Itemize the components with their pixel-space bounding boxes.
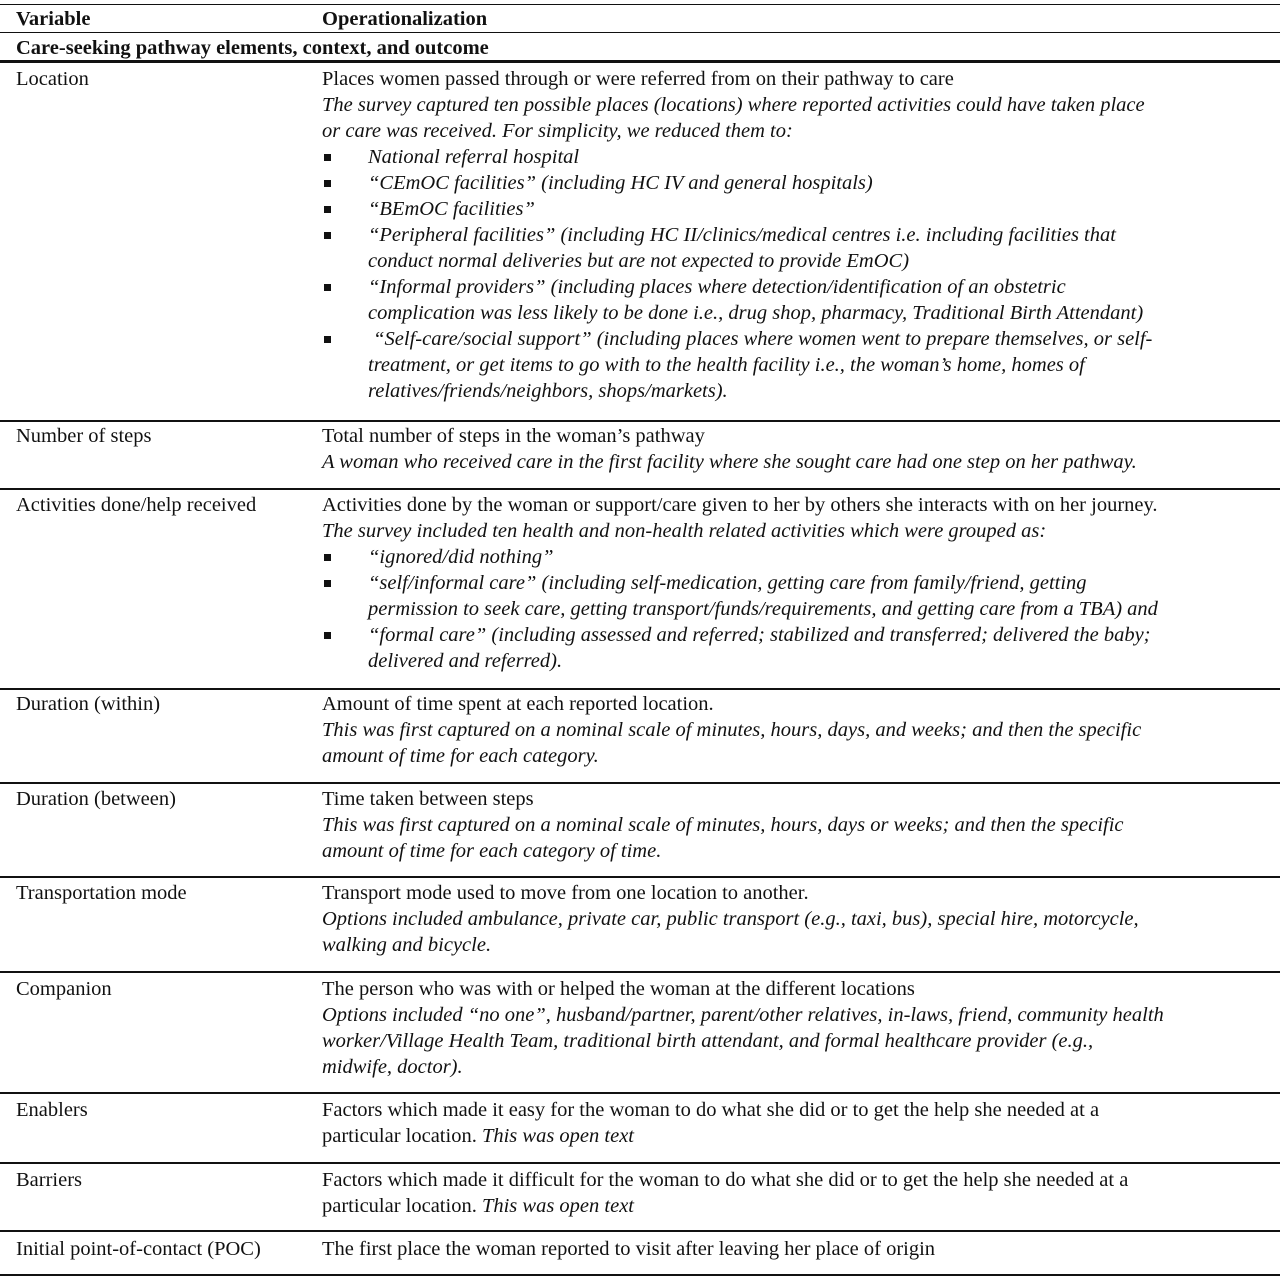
row-rule	[0, 876, 1280, 878]
barriers-note: This was open text	[481, 1195, 634, 1217]
activities-bullet-1: “ignored/did nothing”	[322, 544, 1272, 570]
variable-duration-between: Duration (between)	[16, 788, 176, 810]
companion-note-3: midwife, doctor).	[322, 1056, 463, 1078]
duration-between-main: Time taken between steps	[322, 788, 534, 810]
activities-bullet-3: “formal care” (including assessed and referred; stabilized and transferred; delivered the baby;	[322, 622, 1272, 648]
variable-activities: Activities done/help received	[16, 494, 257, 516]
row-rule	[0, 488, 1280, 490]
location-bullet-3: “BEmOC facilities”	[322, 196, 1272, 222]
section-title: Care-seeking pathway elements, context, and outcome	[16, 37, 489, 59]
variable-steps: Number of steps	[16, 425, 152, 447]
section-rule	[0, 60, 1280, 63]
duration-within-main: Amount of time spent at each reported location.	[322, 693, 714, 715]
location-bullet-5-cont: complication was less likely to be done i.e., drug shop, pharmacy, Traditional Birth Attendant)	[368, 302, 1144, 324]
operationalization-poc	[322, 1236, 1272, 1262]
operationalization-location	[322, 66, 1272, 404]
location-main: Places women passed through or were referred from on their pathway to care	[322, 68, 954, 90]
variable-duration-within: Duration (within)	[16, 693, 161, 715]
companion-note-1: Options included “no one”, husband/partner, parent/other relatives, in-laws, friend, community health	[322, 1004, 1164, 1026]
location-note-1: The survey captured ten possible places (locations) where reported activities could have taken place	[322, 94, 1145, 116]
row-rule	[0, 971, 1280, 973]
activities-note: The survey included ten health and non-health related activities which were grouped as:	[322, 520, 1047, 542]
row-rule	[0, 1092, 1280, 1094]
operationalization-companion	[322, 976, 1272, 1080]
activities-bullet-2-cont: permission to seek care, getting transport/funds/requirements, and getting care from a TBA) and	[368, 598, 1158, 620]
location-bullet-5: “Informal providers” (including places where detection/identification of an obstetric	[322, 274, 1272, 300]
location-bullet-2: “CEmOC facilities” (including HC IV and general hospitals)	[322, 170, 1272, 196]
location-bullet-1: National referral hospital	[322, 144, 1272, 170]
operationalization-activities	[322, 492, 1272, 674]
location-note-2: or care was received. For simplicity, we reduced them to:	[322, 120, 793, 142]
companion-note-2: worker/Village Health Team, traditional birth attendant, and formal healthcare provider (e.g.,	[322, 1030, 1094, 1052]
duration-within-note-1: This was first captured on a nominal scale of minutes, hours, days, and weeks; and then the specific	[322, 719, 1142, 741]
enablers-line-1: Factors which made it easy for the woman to do what she did or to get the help she needed at a	[322, 1099, 1100, 1121]
duration-between-note-1: This was first captured on a nominal scale of minutes, hours, days or weeks; and then the specific	[322, 814, 1124, 836]
duration-between-note-2: amount of time for each category of time.	[322, 840, 662, 862]
operationalization-transport	[322, 880, 1272, 958]
operationalization-enablers	[322, 1097, 1272, 1149]
top-rule	[0, 4, 1280, 5]
row-rule	[0, 420, 1280, 422]
enablers-note: This was open text	[481, 1125, 634, 1147]
operationalization-steps	[322, 423, 1272, 475]
row-rule	[0, 1230, 1280, 1232]
bottom-rule	[0, 1274, 1280, 1276]
header-operationalization: Operationalization	[322, 8, 488, 30]
variable-enablers: Enablers	[16, 1099, 88, 1121]
activities-bullet-2: “self/informal care” (including self-medication, getting care from family/friend, getting	[322, 570, 1272, 596]
location-bullet-4-cont: conduct normal deliveries but are not expected to provide EmOC)	[368, 250, 910, 272]
location-bullet-6-cont-1: treatment, or get items to go with to the health facility i.e., the woman’s home, homes of	[368, 354, 1085, 376]
location-bullet-6-cont-2: relatives/friends/neighbors, shops/markets).	[368, 380, 728, 402]
variable-companion: Companion	[16, 978, 112, 1000]
location-bullet-6: “Self-care/social support” (including places where women went to prepare themselves, or self-	[322, 326, 1272, 352]
operationalization-duration-between	[322, 786, 1272, 864]
companion-main: The person who was with or helped the woman at the different locations	[322, 978, 915, 1000]
variable-barriers: Barriers	[16, 1169, 83, 1191]
variable-poc: Initial point-of-contact (POC)	[16, 1238, 261, 1260]
activities-bullet-3-cont: delivered and referred).	[368, 650, 563, 672]
transport-note-1: Options included ambulance, private car, public transport (e.g., taxi, bus), special hire, motorcycle,	[322, 908, 1139, 930]
transport-main: Transport mode used to move from one location to another.	[322, 882, 809, 904]
operationalization-duration-within	[322, 691, 1272, 769]
barriers-line-2: particular location.	[322, 1195, 477, 1217]
variable-transport: Transportation mode	[16, 882, 187, 904]
steps-note: A woman who received care in the first facility where she sought care had one step on her pathway.	[322, 451, 1137, 473]
transport-note-2: walking and bicycle.	[322, 934, 492, 956]
enablers-line-2: particular location.	[322, 1125, 477, 1147]
duration-within-note-2: amount of time for each category.	[322, 745, 599, 767]
barriers-line-1: Factors which made it difficult for the woman to do what she did or to get the help she needed at a	[322, 1169, 1129, 1191]
operationalization-barriers	[322, 1167, 1272, 1219]
header-rule	[0, 32, 1280, 33]
activities-main: Activities done by the woman or support/care given to her by others she interacts with on her journey.	[322, 494, 1158, 516]
poc-main: The first place the woman reported to visit after leaving her place of origin	[322, 1238, 936, 1260]
header-variable: Variable	[16, 8, 91, 30]
row-rule	[0, 688, 1280, 690]
steps-main: Total number of steps in the woman’s pathway	[322, 425, 705, 447]
row-rule	[0, 1162, 1280, 1164]
variable-location: Location	[16, 68, 89, 90]
row-rule	[0, 782, 1280, 784]
location-bullet-4: “Peripheral facilities” (including HC II/clinics/medical centres i.e. including facilities that	[322, 222, 1272, 248]
